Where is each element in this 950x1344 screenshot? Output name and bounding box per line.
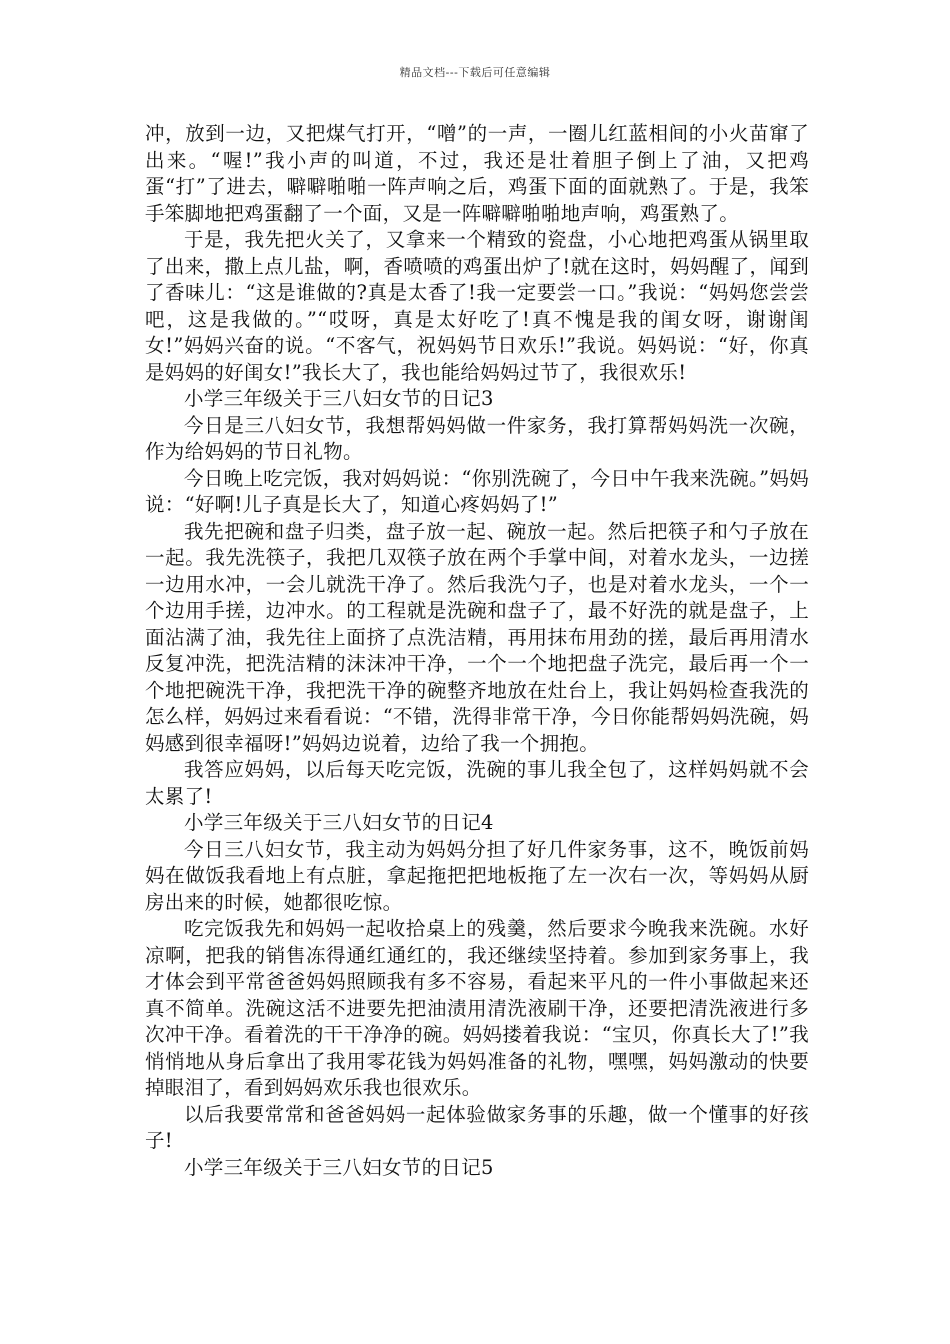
paragraph: 以后我要常常和爸爸妈妈一起体验做家务事的乐趣，做一个懂事的好孩子!: [145, 1102, 809, 1152]
section-heading: 小学三年级关于三八妇女节的日记3: [184, 387, 494, 410]
document-body: [145, 121, 809, 1181]
paragraph: 我先把碗和盘子归类，盘子放一起、碗放一起。然后把筷子和勺子放在一起。我先洗筷子，我把几双筷子放在两个手掌中间，对着水龙头，一边搓一边用水冲，一会儿就洗干净了。然后我洗勺子，也是对着水龙头，一个一个边用手搓，边冲水。的工程就是洗碗和盘子了，最不好洗的就是盘子，上面沾满了油，我先往上面挤了点洗洁精，再用抹布用劲的搓，最后再用清水反复冲洗，把洗洁精的沫沫冲干净，一个一个地把盘子洗完，最后再一个一个地把碗洗干净，我把洗干净的碗整齐地放在灶台上，我让妈妈检查我洗的怎么样，妈妈过来看看说：“不错，洗得非常干净，今日你能帮妈妈洗碗，妈妈感到很幸福呀!”妈妈边说着，边给了我一个拥抱。: [145, 519, 809, 755]
paragraph: 吃完饭我先和妈妈一起收拾桌上的残羹，然后要求今晚我来洗碗。水好凉啊，把我的销售冻得通红通红的，我还继续坚持着。参加到家务事上，我才体会到平常爸爸妈妈照顾我有多不容易，看起来平凡的一件小事做起来还真不简单。洗碗这活不进要先把油渍用清洗液刷干净，还要把清洗液进行多次冲干净。看着洗的干干净净的碗。妈妈搂着我说：“宝贝，你真长大了!”我悄悄地从身后拿出了我用零花钱为妈妈准备的礼物，嘿嘿，妈妈激动的快要掉眼泪了，看到妈妈欢乐我也很欢乐。: [145, 917, 809, 1099]
page-header: 精品文档---下载后可任意编辑: [399, 66, 551, 79]
paragraph: 我答应妈妈，以后每天吃完饭，洗碗的事儿我全包了，这样妈妈就不会太累了!: [145, 758, 809, 808]
paragraph-continued: 冲，放到一边，又把煤气打开，“噌”的一声，一圈儿红蓝相间的小火苗窜了出来。“喔!”我小声的叫道，不过，我还是壮着胆子倒上了油，又把鸡蛋“打”了进去，噼噼啪啪一阵声响之后，鸡蛋下面的面就熟了。于是，我笨手笨脚地把鸡蛋翻了一个面，又是一阵噼噼啪啪地声响，鸡蛋熟了。: [145, 122, 809, 225]
paragraph: 于是，我先把火关了，又拿来一个精致的瓷盘，小心地把鸡蛋从锅里取了出来，撒上点儿盐，啊，香喷喷的鸡蛋出炉了!就在这时，妈妈醒了，闻到了香味儿：“这是谁做的?真是太香了!我一定要尝一口。”我说：“妈妈您尝尝吧，这是我做的。”“哎呀，真是太好吃了!真不愧是我的闺女呀，谢谢闺女!”妈妈兴奋的说。“不客气，祝妈妈节日欢乐!”我说。妈妈说：“好，你真是妈妈的好闺女!”我长大了，我也能给妈妈过节了，我很欢乐!: [145, 228, 809, 384]
section-heading: 小学三年级关于三八妇女节的日记5: [184, 1155, 494, 1179]
paragraph: 今日晚上吃完饭，我对妈妈说：“你别洗碗了，今日中午我来洗碗。”妈妈说：“好啊!儿子真是长大了，知道心疼妈妈了!”: [145, 466, 809, 516]
section-heading: 小学三年级关于三八妇女节的日记4: [184, 811, 494, 834]
paragraph: 今日是三八妇女节，我想帮妈妈做一件家务，我打算帮妈妈洗一次碗，作为给妈妈的节日礼物。: [145, 413, 809, 463]
paragraph: 今日三八妇女节，我主动为妈妈分担了好几件家务事，这不，晚饭前妈妈在做饭我看地上有点脏，拿起拖把把地板拖了左一次右一次，等妈妈从厨房出来的时候，她都很吃惊。: [145, 837, 809, 914]
